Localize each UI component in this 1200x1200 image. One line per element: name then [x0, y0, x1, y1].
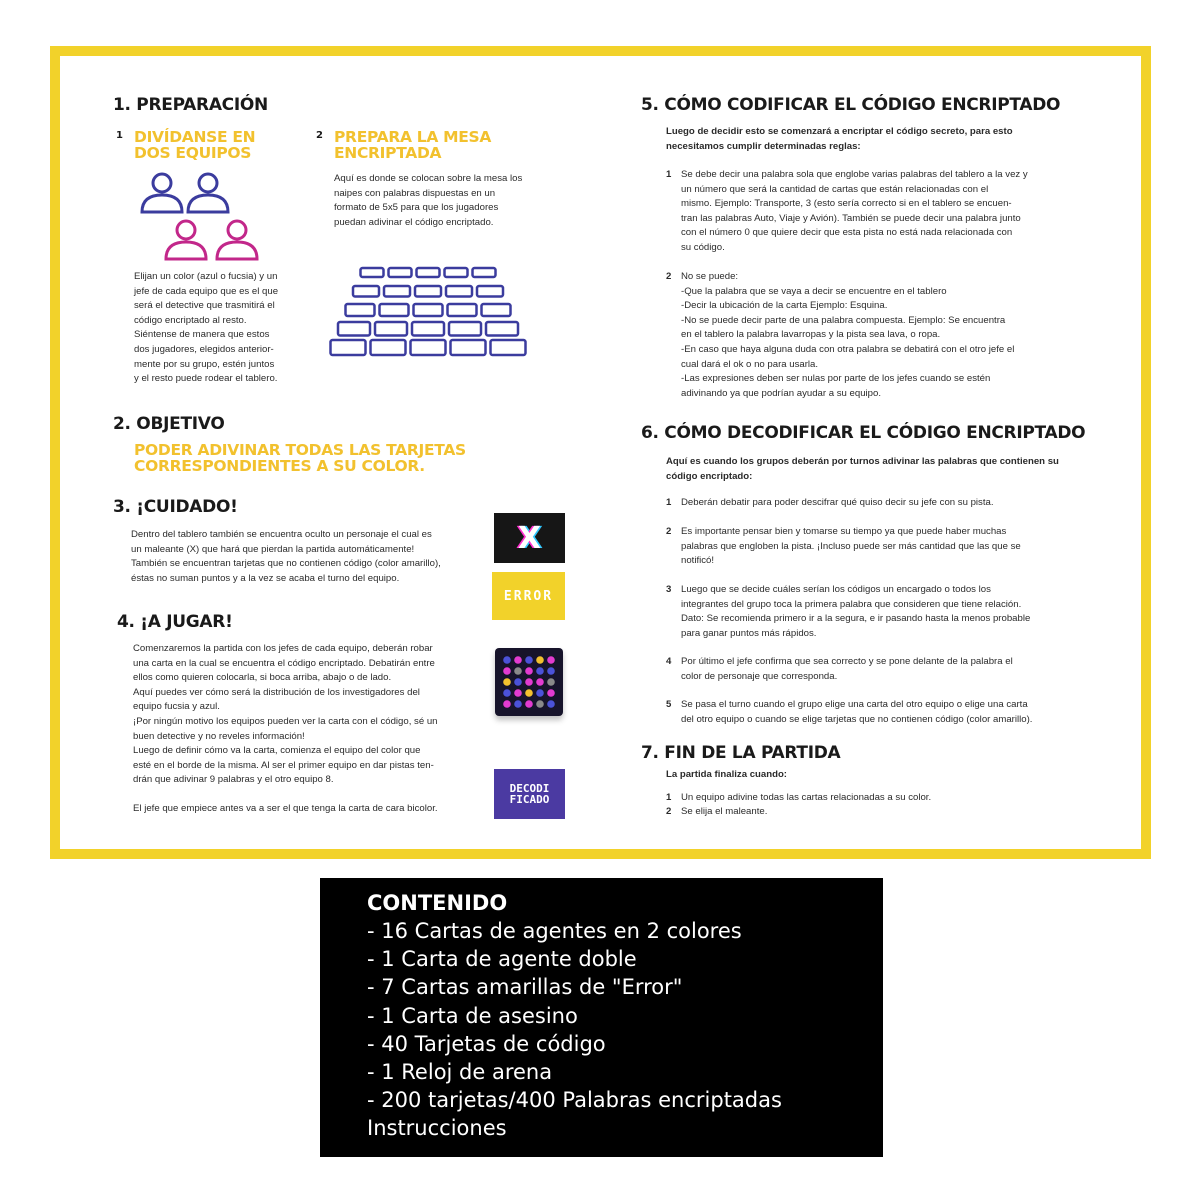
rule-text: Un equipo adivine todas las cartas relacionadas a su color. [681, 792, 932, 803]
code-dot [547, 678, 555, 686]
step2-title: PREPARA LA MESA ENCRIPTADA [334, 128, 492, 162]
board-tile [491, 340, 526, 355]
code-dot [536, 678, 544, 686]
contenido-item: - 16 Cartas de agentes en 2 colores [367, 919, 742, 943]
board-tile [448, 304, 477, 316]
board-tile [384, 286, 410, 297]
board-tile [486, 322, 518, 336]
board-tile [338, 322, 370, 336]
rule-text: Deberán debatir para poder descifrar qué quiso decir su jefe con su pista. [681, 497, 994, 508]
code-card-grid-icon [495, 648, 563, 716]
code-dot [536, 700, 544, 708]
step2-body: Aquí es donde se colocan sobre la mesa los naipes con palabras dispuestas en un formato de 5x5 para que los jugadores puedan adivinar el código encriptado. [334, 173, 523, 228]
contenido-item: - 1 Reloj de arena [367, 1060, 553, 1085]
person-blue-2-icon [188, 174, 228, 212]
board-tile [473, 268, 496, 277]
code-dot [514, 700, 522, 708]
codificar-intro: Luego de decidir esto se comenzará a encriptar el código secreto, para esto necesitamos cumplir determinadas reglas: [666, 126, 1013, 152]
code-dot [536, 689, 544, 697]
code-dot [514, 689, 522, 697]
codificar-rule [666, 168, 1028, 256]
rule-number: 1 [666, 169, 672, 180]
rule-number: 3 [666, 584, 672, 595]
code-dot [536, 667, 544, 675]
board-grid-icon [328, 265, 528, 357]
code-dot [525, 700, 533, 708]
rule-text: Luego que se decide cuáles serían los códigos un encargado o todos los integrantes del grupo toca la primera palabra que consideren que tiene relación. Dato: Se recomienda primero ir a la segura, e ir pasando hasta la menos probable para ganar puntos más rápidos. [681, 584, 1031, 639]
contenido-item: - 1 Carta de agente doble [367, 947, 637, 972]
objetivo-subtitle: PODER ADIVINAR TODAS LAS TARJETAS CORRESPONDIENTES A SU COLOR. [134, 441, 466, 475]
decodificado-label: DECODI FICADO [509, 782, 550, 806]
error-card-label: ERROR [503, 588, 554, 604]
board-tile [482, 304, 511, 316]
rule-number: 1 [666, 792, 672, 803]
code-dot [547, 689, 555, 697]
code-dot [514, 656, 522, 664]
code-dot [547, 667, 555, 675]
jugar-body: Comenzaremos la partida con los jefes de cada equipo, deberán robar una carta en la cual se encuentra el código encriptado. Debatirán entre ellos como quieren colocarla, si boca arriba, abajo o de lado. Aquí puedes ver cómo será la distribución de los investigadores del equipo fucsia y azul. ¡Por ningún motivo los equipos pueden ver la carta con el código, sé un buen detective y no reveles información! Luego de definir cómo va la carta, comienza el equipo del color que esté en el borde de la misma. Al ser el primer equipo en dar pistas ten- drán que adivinar 9 palabras y el otro equipo 8. [133, 643, 438, 786]
board-tile [371, 340, 406, 355]
section-title-fin: 7. FIN DE LA PARTIDA [641, 743, 841, 763]
board-tile [446, 286, 472, 297]
section-title-decodificar: 6. CÓMO DECODIFICAR EL CÓDIGO ENCRIPTADO [641, 423, 1086, 443]
contenido-title: CONTENIDO [367, 891, 508, 915]
code-dot [503, 689, 511, 697]
code-dot [503, 700, 511, 708]
rule-text: Se elija el maleante. [681, 806, 768, 817]
board-tile [353, 286, 379, 297]
rule-number: 4 [666, 656, 672, 667]
board-tile [346, 304, 375, 316]
code-dot [525, 656, 533, 664]
team-people-icon [138, 170, 264, 262]
section-title-codificar: 5. CÓMO CODIFICAR EL CÓDIGO ENCRIPTADO [641, 95, 1061, 115]
board-tile [451, 340, 486, 355]
code-card [495, 648, 563, 716]
contenido-box [320, 878, 883, 1157]
board-tile [331, 340, 366, 355]
board-tile [361, 268, 384, 277]
decodificar-intro: Aquí es cuando los grupos deberán por turnos adivinar las palabras que contienen su código encriptado: [666, 456, 1059, 482]
step1-body: Elijan un color (azul o fucsia) y un jefe de cada equipo que es el que será el detective que trasmitirá el código encriptado al resto. Siéntense de manera que estos dos jugadores, elegidos anterior- mente por su grupo, estén juntos y el resto puede rodear el tablero. [134, 271, 279, 385]
step2-number: 2 [316, 130, 323, 141]
rule-number: 1 [666, 497, 672, 508]
rule-text: Por último el jefe confirma que sea correcto y se pone delante de la palabra el color de personaje que corresponda. [681, 656, 1013, 682]
board-tile [412, 322, 444, 336]
board-tile [415, 286, 441, 297]
rule-text: Es importante pensar bien y tomarse su tiempo ya que puede haber muchas palabras que engloben la pista. ¡Incluso puede ser más cantidad que las que se notificó! [681, 526, 1021, 567]
section-title-cuidado: 3. ¡CUIDADO! [113, 497, 238, 517]
section-title-jugar: 4. ¡A JUGAR! [117, 612, 233, 632]
code-dot [514, 678, 522, 686]
contenido-item: - 200 tarjetas/400 Palabras encriptadas [367, 1088, 782, 1113]
person-fuchsia-1-icon [166, 221, 206, 259]
code-dot [503, 678, 511, 686]
board-tile [477, 286, 503, 297]
code-dot [514, 667, 522, 675]
code-dot [547, 656, 555, 664]
decodificar-rule [666, 698, 1032, 727]
error-card [492, 572, 565, 620]
cuidado-body: Dentro del tablero también se encuentra oculto un personaje el cual es un maleante (X) que hará que pierdan la partida automáticamente! También se encuentran tarjetas que no contienen código (color amarillo), éstas no suman puntos y a la vez se acaba el turno del equipo. [131, 529, 441, 584]
rule-number: 2 [666, 806, 672, 817]
fin-rule [666, 791, 931, 806]
decodificar-rule [666, 496, 994, 511]
code-dot [503, 667, 511, 675]
code-dot [525, 678, 533, 686]
jugar-footer: El jefe que empiece antes va a ser el que tenga la carta de cara bicolor. [133, 803, 438, 814]
person-fuchsia-2-icon [217, 221, 257, 259]
board-tile [389, 268, 412, 277]
rule-number: 2 [666, 271, 672, 282]
maleante-card [494, 513, 565, 563]
step1-title: DIVÍDANSE EN DOS EQUIPOS [134, 128, 256, 162]
decodificar-rule [666, 583, 1030, 641]
decodificar-rule [666, 525, 1021, 569]
board-tile [375, 322, 407, 336]
rule-text: Se pasa el turno cuando el grupo elige una carta del otro equipo o elige una carta del otro equipo o cuando se elige tarjetas que no contienen código (color amarillo). [681, 699, 1033, 725]
rule-number: 5 [666, 699, 672, 710]
fin-intro: La partida finaliza cuando: [666, 769, 788, 780]
contenido-item: - 7 Cartas amarillas de "Error" [367, 975, 683, 1000]
board-tile [380, 304, 409, 316]
maleante-x-label: X [517, 520, 542, 556]
codificar-rule [666, 270, 1014, 401]
contenido-item: - 40 Tarjetas de código [367, 1031, 606, 1056]
contenido-item: - 1 Carta de asesino [367, 1003, 578, 1028]
code-dot [536, 656, 544, 664]
contenido-item: Instrucciones [367, 1116, 507, 1141]
board-tile [411, 340, 446, 355]
rule-text: No se puede: -Que la palabra que se vaya a decir se encuentre en el tablero -Decir la ubicación de la carta Ejemplo: Esquina. -No se puede decir parte de una palabra compuesta. Ejemplo: Se encuentra en el tablero la palabra lavarropas y la pista sea lava, o ropa. -En caso que haya alguna duda con otra palabra se debatirá con el otro jefe el cual dará el ok o no para usarla. -Las expresiones deben ser nulas por parte de los jefes cuando se estén adivinando ya que podrían ayudar a su equipo. [681, 271, 1015, 399]
code-dot [503, 656, 511, 664]
fin-rule [666, 805, 767, 820]
step1-number: 1 [116, 130, 123, 141]
person-blue-1-icon [142, 174, 182, 212]
decodificado-card [494, 769, 565, 819]
code-dot [525, 667, 533, 675]
section-title-preparacion: 1. PREPARACIÓN [113, 95, 268, 115]
rule-number: 2 [666, 526, 672, 537]
board-tile [449, 322, 481, 336]
section-title-objetivo: 2. OBJETIVO [113, 414, 225, 434]
decodificar-rule [666, 655, 1013, 684]
rule-text: Se debe decir una palabra sola que englobe varias palabras del tablero a la vez y un número que será la cantidad de cartas que están relacionadas con el mismo. Ejemplo: Transporte, 3 (esto sería correcto si en el tablero se encuen- tran las palabras Auto, Viaje y Avión). También se puede decir una palabra junto con el número 0 que quiere decir que esta pista no está nada relacionada con su código. [681, 169, 1028, 253]
board-tile [445, 268, 468, 277]
code-dot [547, 700, 555, 708]
contenido-list [367, 917, 782, 1143]
code-dot [525, 689, 533, 697]
board-tile [414, 304, 443, 316]
board-tile [417, 268, 440, 277]
